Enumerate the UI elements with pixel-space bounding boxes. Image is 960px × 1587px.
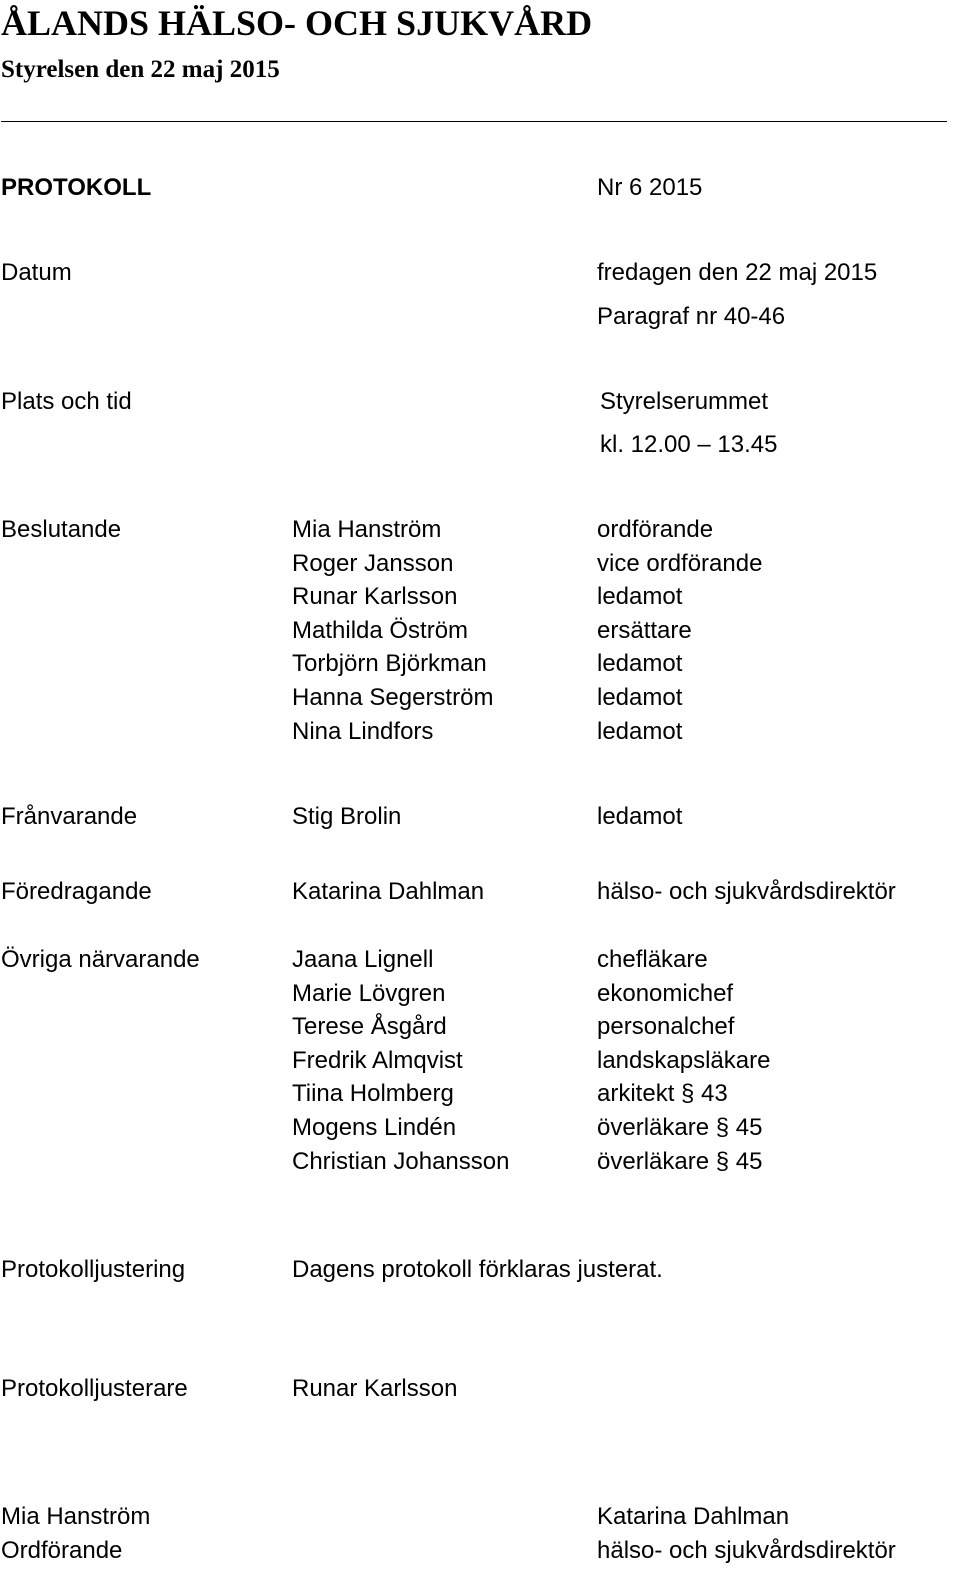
member-name: Runar Karlsson — [292, 583, 458, 611]
attendee-role: ekonomichef — [597, 979, 734, 1007]
director-title: hälso- och sjukvårdsdirektör — [597, 1536, 896, 1564]
justerare-label: Protokolljusterare — [1, 1375, 188, 1402]
beslutande-roles — [597, 513, 762, 748]
ovriga-label: Övriga närvarande — [1, 946, 200, 973]
beslutande-names — [292, 513, 493, 748]
member-role: ordförande — [597, 516, 714, 543]
chair-name: Mia Hanström — [1, 1503, 151, 1530]
member-role: vice ordförande — [597, 549, 763, 577]
organization-title: ÅLANDS HÄLSO- OCH SJUKVÅRD — [1, 3, 593, 43]
member-role: ledamot — [597, 683, 683, 711]
attendee-role: överläkare § 45 — [597, 1147, 763, 1175]
attendee-name: Tiina Holmberg — [292, 1080, 454, 1108]
member-role: ledamot — [597, 650, 683, 678]
absent-role: ledamot — [597, 803, 683, 830]
presenter-name: Katarina Dahlman — [292, 878, 485, 905]
director-name: Katarina Dahlman — [597, 1503, 790, 1530]
attendee-name: Mogens Lindén — [292, 1113, 457, 1141]
attendee-name: Marie Lövgren — [292, 979, 446, 1007]
protocol-label: PROTOKOLL — [1, 174, 152, 201]
member-role: ersättare — [597, 616, 692, 644]
attendee-role: landskapsläkare — [597, 1046, 771, 1074]
chair-title: Ordförande — [1, 1536, 123, 1564]
ovriga-roles — [597, 943, 770, 1178]
signature-right — [597, 1500, 896, 1567]
meeting-time: kl. 12.00 – 13.45 — [600, 431, 778, 458]
attendee-name: Christian Johansson — [292, 1147, 510, 1175]
attendee-role: personalchef — [597, 1013, 735, 1041]
member-name: Nina Lindfors — [292, 717, 434, 745]
header-divider — [1, 121, 947, 122]
signature-left — [1, 1500, 150, 1567]
attendee-role: överläkare § 45 — [597, 1113, 763, 1141]
paragraph-range: Paragraf nr 40-46 — [597, 303, 786, 330]
meeting-date: fredagen den 22 maj 2015 — [597, 259, 878, 286]
member-role: ledamot — [597, 717, 683, 745]
place-label: Plats och tid — [1, 388, 132, 415]
presenter-role: hälso- och sjukvårdsdirektör — [597, 878, 896, 905]
attendee-role: arkitekt § 43 — [597, 1080, 728, 1108]
attendee-role: chefläkare — [597, 946, 708, 973]
justering-text: Dagens protokoll förklaras justerat. — [292, 1256, 663, 1283]
protocol-number: Nr 6 2015 — [597, 174, 703, 201]
meeting-subtitle: Styrelsen den 22 maj 2015 — [1, 56, 280, 83]
member-role: ledamot — [597, 583, 683, 611]
beslutande-label: Beslutande — [1, 516, 122, 543]
datum-label: Datum — [1, 259, 72, 286]
attendee-name: Terese Åsgård — [292, 1013, 447, 1041]
meeting-room: Styrelserummet — [600, 388, 769, 415]
foredragande-label: Föredragande — [1, 878, 152, 905]
justerare-name: Runar Karlsson — [292, 1375, 458, 1402]
member-name: Roger Jansson — [292, 549, 454, 577]
attendee-name: Fredrik Almqvist — [292, 1046, 463, 1074]
franvarande-label: Frånvarande — [1, 803, 138, 830]
member-name: Torbjörn Björkman — [292, 650, 487, 678]
attendee-name: Jaana Lignell — [292, 946, 434, 973]
ovriga-names — [292, 943, 509, 1178]
absent-name: Stig Brolin — [292, 803, 402, 830]
member-name: Hanna Segerström — [292, 683, 494, 711]
member-name: Mathilda Öström — [292, 616, 469, 644]
member-name: Mia Hanström — [292, 516, 442, 543]
justering-label: Protokolljustering — [1, 1256, 186, 1283]
